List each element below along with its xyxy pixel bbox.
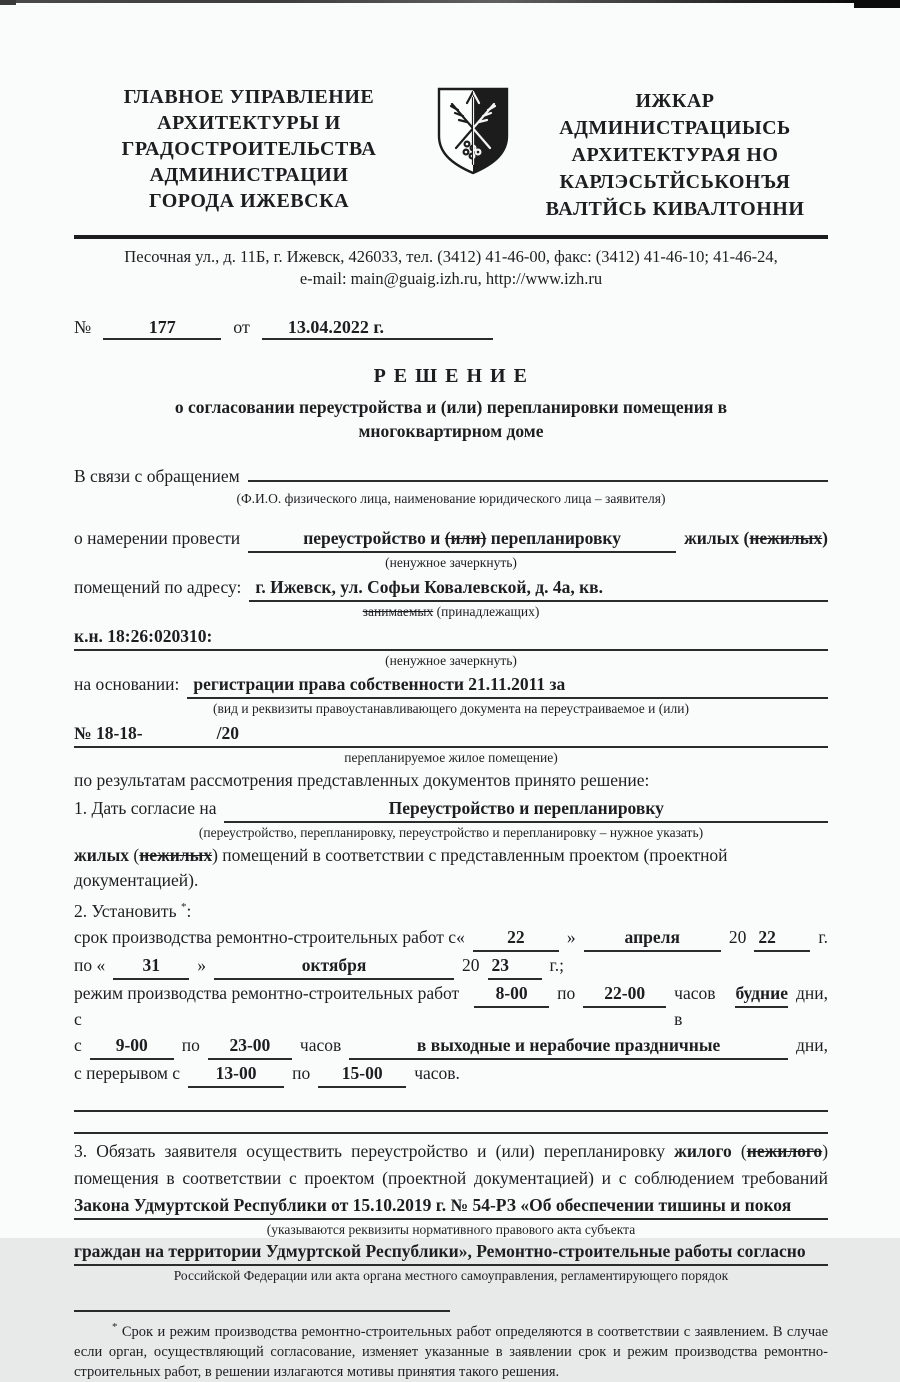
org-address [74, 246, 828, 290]
org-name-line: ГОРОДА ИЖЕВСКА [148, 190, 350, 212]
appeal-label: В связи с обращением [74, 466, 240, 486]
doc-ref-row [74, 317, 828, 340]
weekend-from-value: 9-00 [90, 1032, 174, 1060]
premises-type-struck: нежилых [749, 528, 823, 548]
obligation-paragraph [74, 1138, 828, 1192]
mode-weekday-suffix: дни, [795, 982, 828, 1003]
term-end-century: 20 [462, 954, 480, 975]
org-name-line: ГРАДОСТРОИТЕЛЬСТВА [121, 138, 377, 160]
org-address-line1: Песочная ул., д. 11Б, г. Ижевск, 426033, тел. (3412) 41-46-00, факс: (3412) 41-46-10; 41-46-24, [124, 247, 778, 266]
establish-colon: : [186, 900, 192, 921]
work-start-month-value: апреля [584, 924, 721, 952]
term-start-row [74, 924, 828, 952]
basis-doc-number-post: /20 [216, 723, 239, 743]
consent-label: 1. Дать согласие на [74, 798, 217, 818]
consent-body-struck: нежилых [139, 845, 213, 865]
consent-caption: (переустройство, перепланировку, переустройство и перепланировку – нужное указать) [198, 825, 704, 840]
work-type-value [248, 525, 676, 553]
obligation-rest: ) помещения в соответствии с проектом (проектной документацией) и с соблюдением требований [74, 1140, 829, 1188]
org-name-line: ГЛАВНОЕ УПРАВЛЕНИЕ [123, 86, 375, 108]
basis-caption: (вид и реквизиты правоустанавливающего документа на переустраиваемое и (или) [213, 701, 689, 716]
term-end-suffix: г.; [549, 954, 564, 975]
org-name-udmurt [522, 84, 828, 223]
consent-body-mid: ( [129, 845, 140, 865]
mode-weekday-row [74, 980, 828, 1032]
term-start-suffix: г. [818, 926, 828, 947]
obligation-lead: 3. Обязать заявителя осуществить переустройство и (или) перепланировку [74, 1140, 665, 1161]
section-divider-line [74, 1132, 828, 1134]
mode-weekend-suffix: дни, [795, 1034, 828, 1055]
footnote-text [74, 1317, 828, 1382]
org-name-line: АРХИТЕКТУРАЯ НО [571, 144, 779, 166]
basis-caption2: перепланируемое жилое помещение) [344, 750, 558, 765]
term-end-quote: » [197, 954, 206, 975]
doc-subtitle: о согласовании переустройства и (или) перепланировки помещения в многоквартирном доме [174, 397, 728, 441]
weekday-from-value: 8-00 [474, 980, 549, 1008]
doc-number-label: № [74, 317, 92, 337]
doc-title: Р Е Ш Е Н И Е [373, 365, 529, 387]
org-name-line: КАРЛЭСЬТЙСЬКОНЪЯ [559, 171, 791, 193]
scan-artifact-top-left [0, 0, 16, 5]
scan-artifact-top-strip [0, 0, 900, 3]
letterhead [74, 84, 828, 223]
appeal-row [74, 463, 828, 489]
work-end-day-value: 31 [113, 952, 189, 980]
footnote-marker: * [112, 1320, 118, 1333]
basis-label: на основании: [74, 674, 180, 694]
org-address-line2: e-mail: main@guaig.izh.ru, http://www.izh.ru [299, 269, 603, 288]
weekend-to-value: 23-00 [208, 1032, 292, 1060]
weekday-to-value: 22-00 [583, 980, 666, 1008]
doc-date-label: от [233, 317, 250, 337]
org-name-russian [74, 84, 424, 214]
premises-type [684, 525, 828, 551]
mode-weekend-pre: с [74, 1034, 82, 1055]
premises-type-pre: жилых ( [684, 528, 750, 548]
work-type-pre: переустройство и [303, 528, 441, 548]
cadastre-caption: (ненужное зачеркнуть) [385, 653, 517, 668]
scan-artifact-top-right [854, 0, 900, 8]
work-type-post: перепланировку [490, 528, 622, 548]
footnote-body: Срок и режим производства ремонтно-строительных работ определяются в соответствии с заявлением. В случае если орган, осуществляющий согласование, изменяет указанные в заявлении срок и режим производства ремонтно-строительных работ, в решении излагаются мотивы принятия такого решения. [74, 1323, 829, 1380]
establish-label: 2. Установить [74, 900, 177, 921]
premises-caption [74, 603, 828, 620]
premises-type-post: ) [822, 528, 828, 548]
weekday-kind-value: будние [735, 980, 788, 1008]
basis-doc-number-row [74, 720, 828, 748]
law-reference-line2: граждан на территории Удмуртской Республики», Ремонтно-строительные работы согласно [74, 1238, 828, 1266]
decision-intro: по результатам рассмотрения представленных документов принято решение: [74, 770, 650, 790]
header-divider [74, 235, 828, 239]
break-po: по [292, 1062, 311, 1083]
law-reference-line1: Закона Удмуртской Республики от 15.10.2019 г. № 54-РЗ «Об обеспечении тишины и покоя [74, 1192, 828, 1220]
obligation-struck: нежилого [746, 1140, 823, 1161]
org-name-line: АРХИТЕКТУРЫ И [157, 112, 341, 134]
establish-label-row [74, 895, 828, 924]
doc-number-value: 177 [103, 317, 221, 340]
work-start-day-value: 22 [473, 924, 559, 952]
basis-value: регистрации права собственности 21.11.2011 за [187, 671, 828, 699]
mode-weekday-mid: часов в [674, 982, 716, 1029]
izhevsk-coat-of-arms-icon [436, 84, 510, 181]
consent-row [74, 795, 828, 823]
break-to-value: 15-00 [318, 1060, 406, 1088]
mode-weekday-pre: режим производства ремонтно-строительных работ с [74, 982, 460, 1029]
consent-value: Переустройство и перепланировку [224, 795, 828, 823]
work-start-year-value: 22 [754, 924, 810, 952]
weekend-kind-value: в выходные и нерабочие праздничные [349, 1032, 788, 1060]
term-end-row [74, 952, 828, 980]
intent-label: о намерении провести [74, 528, 241, 548]
term-start-pre: срок производства ремонтно-строительных работ с« [74, 926, 465, 947]
org-name-line: АДМИНИСТРАЦИИ [149, 164, 349, 186]
law-caption2: Российской Федерации или акта органа местного самоуправления, регламентирующего порядок [173, 1267, 729, 1283]
obligation-mid: ( [731, 1140, 747, 1161]
org-name-line: ВАЛТЙСЬ КИВАЛТОННИ [545, 198, 805, 220]
premises-address-value: г. Ижевск, ул. Софьи Ковалевской, д. 4а, кв. [249, 574, 828, 602]
break-suffix: часов. [414, 1062, 460, 1083]
term-start-quote: » [566, 926, 576, 947]
basis-row [74, 671, 828, 699]
consent-body-rest: ) помещений в соответствии с представленным проектом (проектной документацией). [74, 845, 728, 890]
mode-weekend-po: по [181, 1034, 200, 1055]
work-type-struck: (или) [444, 528, 487, 548]
mode-weekend-mid: часов [299, 1034, 342, 1055]
consent-body [74, 843, 786, 893]
footnote-marker-ref: * [180, 901, 187, 913]
applicant-name-blank [248, 480, 828, 482]
break-pre: с перерывом с [74, 1062, 181, 1083]
doc-date-value: 13.04.2022 г. [262, 317, 493, 340]
basis-doc-number-pre: № 18-18- [74, 723, 143, 743]
premises-row [74, 574, 828, 602]
term-end-pre: по « [74, 954, 106, 975]
footnote-divider [74, 1310, 450, 1312]
premises-caption-rest: (принадлежащих) [433, 604, 540, 619]
intent-caption: (ненужное зачеркнуть) [385, 555, 517, 570]
premises-caption-struck: занимаемых [362, 604, 434, 619]
cadastre-number-value: к.н. 18:26:020310: [74, 626, 213, 646]
cadastre-row [74, 623, 828, 651]
premises-label: помещений по адресу: [74, 577, 242, 597]
appeal-caption: (Ф.И.О. физического лица, наименование юридического лица – заявителя) [236, 491, 666, 506]
org-name-line: ИЖКАР АДМИНИСТРАЦИЫСЬ [559, 90, 791, 139]
mode-weekend-row [74, 1032, 828, 1060]
obligation-bold: жилого [674, 1140, 732, 1161]
break-row [74, 1060, 828, 1088]
consent-body-bold: жилых [74, 845, 130, 865]
mode-weekday-po: по [557, 982, 576, 1003]
break-from-value: 13-00 [188, 1060, 284, 1088]
term-start-century: 20 [728, 926, 747, 947]
intent-row [74, 525, 828, 553]
section-divider-line [74, 1110, 828, 1112]
work-end-month-value: октября [214, 952, 454, 980]
work-end-year-value: 23 [488, 952, 542, 980]
law-caption1: (указываются реквизиты нормативного правового акта субъекта [266, 1221, 636, 1237]
